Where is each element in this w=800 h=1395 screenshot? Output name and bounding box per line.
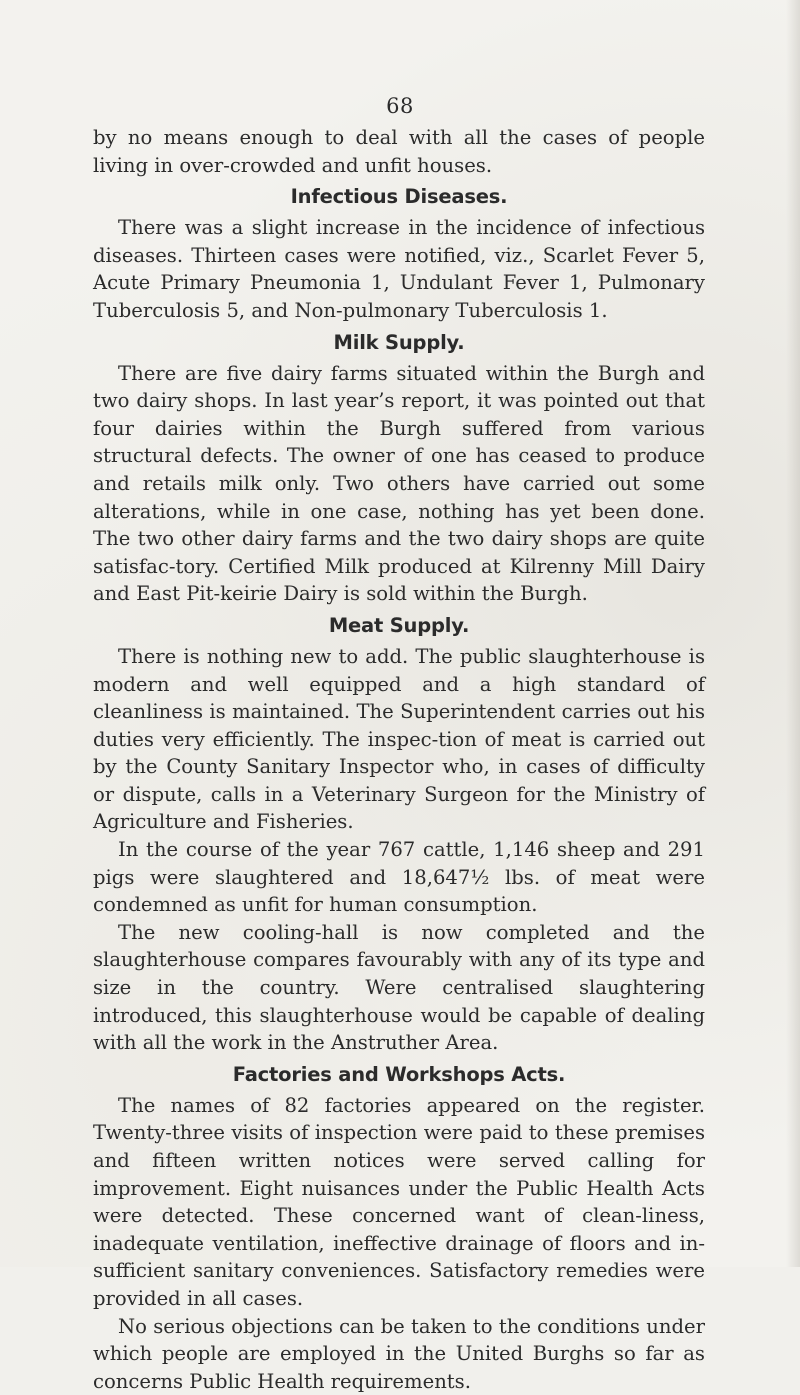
- page-body: [93, 124, 705, 1395]
- page-edge-shadow: [786, 0, 800, 1267]
- heading-meat-supply: Meat Supply.: [328, 613, 470, 637]
- paragraph-meat-supply-3: The new cooling-hall is now completed and the slaughterhouse compares favourably with any of its type and size in the country. Were centralised slaughtering introduced, this slaughterhouse would be capable of dealing with all the work in the Anstruther Area.: [93, 920, 705, 1055]
- paragraph-meat-supply-1: There is nothing new to add. The public slaughterhouse is modern and well equipped and a high standard of cleanliness is maintained. The Superintendent carries out his duties very efficiently. The inspec-tion of meat is carried out by the County Sanitary Inspector who, in cases of difficulty or dispute, calls in a Veterinary Surgeon for the Ministry of Agriculture and Fisheries.: [93, 644, 705, 834]
- heading-infectious-diseases: Infectious Diseases.: [290, 185, 508, 209]
- heading-milk-supply: Milk Supply.: [333, 330, 465, 354]
- heading-factories-workshops: Factories and Workshops Acts.: [232, 1062, 566, 1086]
- paragraph-factories-1: The names of 82 factories appeared on the register. Twenty-three visits of inspection were paid to these premises and fifteen written notices were served calling for improvement. Eight nuisances under the Public Health Acts were detected. These concerned want of clean-liness, inadequate ventilation, ineffective drainage of floors and in-sufficient sanitary conveniences. Satisfactory remedies were provided in all cases.: [93, 1093, 705, 1310]
- paragraph-meat-supply-2: In the course of the year 767 cattle, 1,146 sheep and 291 pigs were slaughtered and 18,647½ lbs. of meat were condemned as unfit for human consumption.: [93, 838, 705, 917]
- paragraph-milk-supply: There are five dairy farms situated within the Burgh and two dairy shops. In last year’s report, it was pointed out that four dairies within the Burgh suffered from various structural defects. The owner of one has ceased to produce and retails milk only. Two others have carried out some alterations, while in one case, nothing has yet been done. The two other dairy farms and the two dairy shops are quite satisfac-tory. Certified Milk produced at Kilrenny Mill Dairy and East Pit-keirie Dairy is sold within the Burgh.: [93, 361, 705, 606]
- paragraph-factories-2: No serious objections can be taken to the conditions under which people are employed in the United Burghs so far as concerns Public Health requirements.: [93, 1314, 705, 1393]
- page-number: 68: [386, 94, 414, 118]
- paragraph-infectious-diseases: There was a slight increase in the incidence of infectious diseases. Thirteen cases were notified, viz., Scarlet Fever 5, Acute Primary Pneumonia 1, Undulant Fever 1, Pulmonary Tuberculosis 5, and Non-pulmonary Tuberculosis 1.: [93, 216, 705, 322]
- intro-paragraph: by no means enough to deal with all the cases of people living in over-crowded and unfit houses.: [93, 126, 705, 177]
